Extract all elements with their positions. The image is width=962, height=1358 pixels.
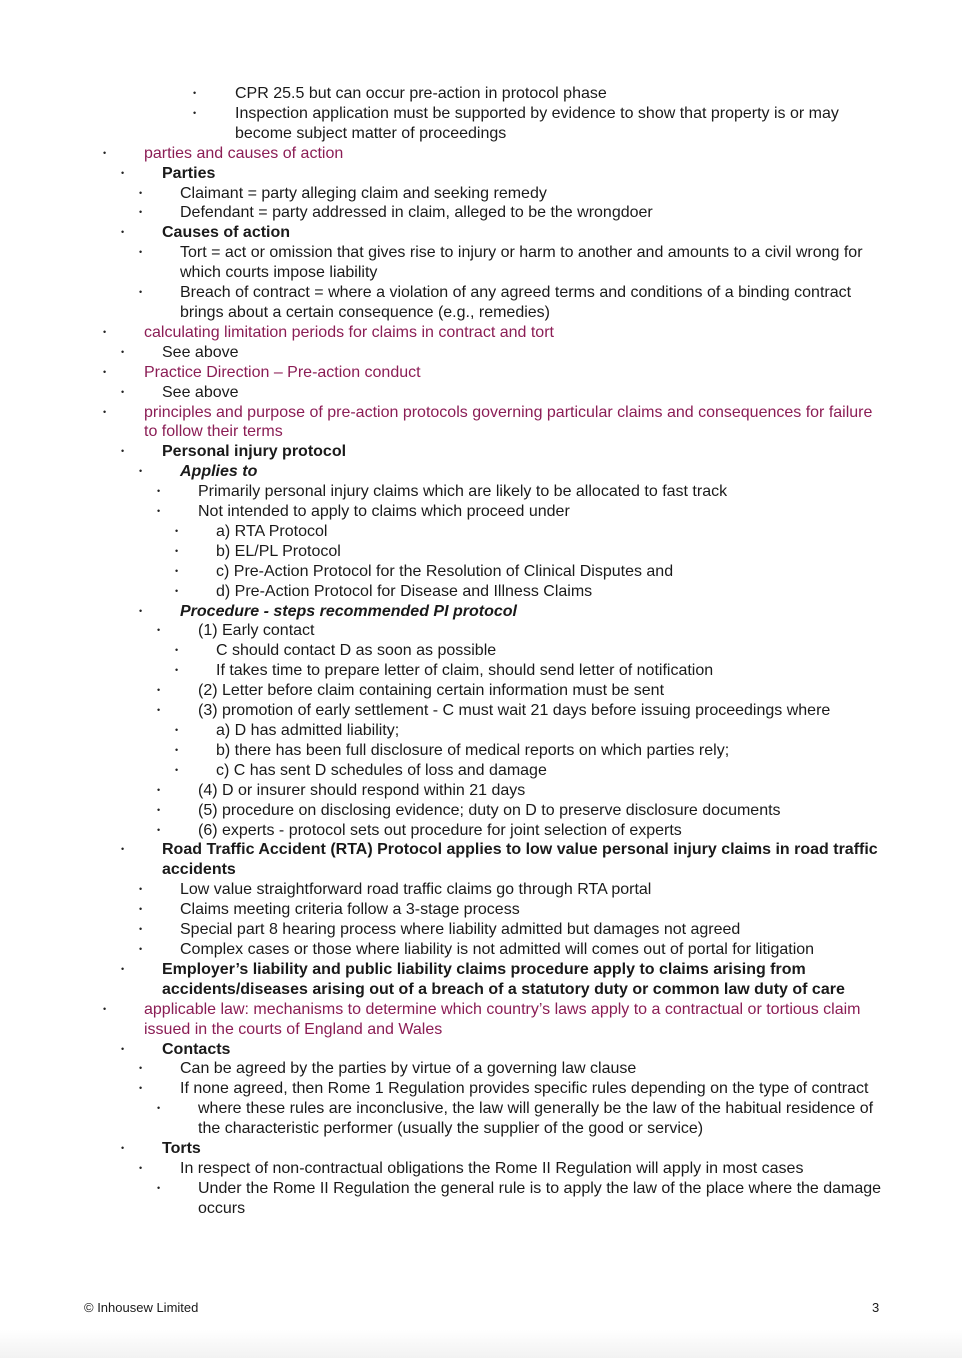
bullet-icon: • [175, 645, 179, 656]
bullet-icon: • [103, 326, 107, 337]
list-item-text: Primarily personal injury claims which are likely to be allocated to fast track [198, 483, 728, 501]
list-item [0, 821, 962, 841]
bullet-icon: • [139, 207, 143, 218]
list-item-text: CPR 25.5 but can occur pre-action in protocol phase [235, 85, 607, 102]
list-item [0, 323, 962, 343]
bullet-icon: • [121, 963, 125, 974]
bullet-icon: • [157, 685, 161, 696]
list-item [0, 582, 962, 602]
bullet-icon: • [175, 545, 179, 556]
section-heading: Road Traffic Accident (RTA) Protocol applies to low value personal injury claims in road traffic accidents [162, 841, 878, 879]
bullet-icon: • [121, 1143, 125, 1154]
bullet-icon: • [139, 187, 143, 198]
bullet-icon: • [121, 346, 125, 357]
list-item [0, 701, 962, 721]
section-heading: Causes of action [162, 224, 291, 242]
bullet-icon: • [157, 824, 161, 835]
list-item [0, 741, 962, 761]
list-item [0, 1079, 962, 1099]
list-item-text: Not intended to apply to claims which proceed under [198, 503, 570, 521]
list-item [0, 363, 962, 383]
list-item [0, 343, 962, 363]
list-item [0, 442, 962, 462]
list-item [0, 761, 962, 781]
list-item [0, 840, 962, 880]
list-item [0, 801, 962, 821]
page-number: 3 [872, 1300, 880, 1315]
bullet-icon: • [175, 725, 179, 735]
list-item-text: Defendant = party addressed in claim, alleged to be the wrongdoer [180, 204, 653, 222]
list-item [0, 522, 962, 542]
list-item-text: Can be agreed by the parties by virtue of a governing law clause [180, 1060, 637, 1078]
topic-heading: calculating limitation periods for claims in contract and tort [144, 323, 554, 341]
bullet-icon: • [121, 844, 125, 855]
list-item-text: (3) promotion of early settlement - C must wait 21 days before issuing proceedings where [198, 702, 831, 720]
bullet-icon: • [157, 784, 161, 795]
list-item-text: Claimant = party alleging claim and seeking remedy [180, 184, 547, 202]
bullet-icon: • [103, 406, 107, 417]
bullet-icon: • [193, 107, 197, 118]
list-item [0, 283, 962, 323]
document-body [0, 84, 962, 1219]
bullet-icon: • [175, 585, 179, 596]
bullet-icon: • [139, 884, 143, 895]
section-heading: Contacts [162, 1040, 231, 1058]
list-item-text: Inspection application must be supported by evidence to show that property is or may become subject matter of proceedings [235, 104, 839, 142]
list-item-text: Under the Rome II Regulation the general rule is to apply the law of the place where the damage occurs [198, 1179, 882, 1217]
list-item-text: (5) procedure on disclosing evidence; duty on D to preserve disclosure documents [198, 801, 781, 819]
list-item [0, 403, 962, 443]
list-item [0, 681, 962, 701]
list-item-text: Tort = act or omission that gives rise to injury or harm to another and amounts to a civil wrong for which courts impose liability [180, 244, 863, 282]
bullet-icon: • [139, 924, 143, 935]
bullet-icon: • [139, 1083, 143, 1094]
bullet-icon: • [175, 744, 179, 755]
bullet-icon: • [157, 804, 161, 815]
list-item-text: b) there has been full disclosure of medical reports on which parties rely; [216, 741, 730, 759]
list-item-text: where these rules are inconclusive, the law will generally be the law of the habitual residence of the characteristic performer (usually the supplier of the good or service) [198, 1100, 874, 1138]
bullet-icon: • [121, 1043, 125, 1054]
list-item-text: c) Pre-Action Protocol for the Resolution of Clinical Disputes and [216, 562, 674, 580]
bullet-icon: • [139, 287, 143, 298]
section-heading: Applies to [180, 463, 258, 481]
list-item [0, 940, 962, 960]
footer-copyright: © Inhousew Limited [84, 1300, 199, 1315]
topic-heading: applicable law: mechanisms to determine which country’s laws apply to a contractual or tortious claim issued in the courts of England and Wales [144, 1000, 861, 1038]
bullet-icon: • [121, 446, 125, 457]
list-item [0, 781, 962, 801]
list-item-text: Complex cases or those where liability is not admitted will comes out of portal for litigation [180, 940, 815, 958]
list-item [0, 1099, 962, 1139]
topic-heading: principles and purpose of pre-action protocols governing particular claims and consequences for failure to follow their terms [144, 403, 873, 441]
list-item-text: C should contact D as soon as possible [216, 642, 497, 660]
list-item [0, 203, 962, 223]
list-item-text: (4) D or insurer should respond within 21 days [198, 781, 526, 799]
list-item-text: If takes time to prepare letter of claim, should send letter of notification [216, 662, 714, 680]
list-item-text: b) EL/PL Protocol [216, 542, 341, 560]
list-item-text: a) D has admitted liability; [216, 722, 400, 739]
bullet-icon: • [175, 764, 179, 775]
bullet-icon: • [121, 167, 125, 178]
list-item [0, 184, 962, 204]
list-item-text: In respect of non-contractual obligations the Rome II Regulation will apply in most cases [180, 1159, 804, 1177]
bullet-icon: • [139, 1063, 143, 1074]
bullet-icon: • [139, 466, 143, 477]
bullet-icon: • [103, 1003, 107, 1014]
section-heading: Procedure - steps recommended PI protocol [180, 602, 517, 620]
topic-heading: parties and causes of action [144, 144, 344, 162]
bullet-icon: • [157, 1103, 161, 1114]
section-heading: Employer’s liability and public liability claims procedure apply to claims arising from accidents/diseases arising out of a breach of a statutory duty or common law duty of care [162, 960, 845, 998]
list-item [0, 900, 962, 920]
bullet-icon: • [103, 366, 107, 377]
list-item [0, 621, 962, 641]
list-item [0, 602, 962, 622]
list-item-text: Low value straightforward road traffic claims go through RTA portal [180, 881, 652, 899]
list-item [0, 164, 962, 184]
list-item [0, 144, 962, 164]
bullet-icon: • [175, 565, 179, 576]
list-item [0, 482, 962, 502]
list-item [0, 462, 962, 482]
list-item-text: See above [162, 383, 239, 401]
list-item [0, 721, 962, 741]
list-item-text: See above [162, 343, 239, 361]
bullet-icon: • [139, 904, 143, 915]
list-item-text: Special part 8 hearing process where liability admitted but damages not agreed [180, 921, 741, 939]
list-item [0, 1139, 962, 1159]
bullet-icon: • [193, 88, 197, 98]
list-item-text: d) Pre-Action Protocol for Disease and Illness Claims [216, 582, 593, 600]
bullet-icon: • [103, 147, 107, 158]
bullet-icon: • [121, 386, 125, 397]
list-item [0, 223, 962, 243]
bullet-icon: • [139, 943, 143, 954]
list-item [0, 502, 962, 522]
bullet-icon: • [157, 486, 161, 497]
bullet-icon: • [139, 1162, 143, 1173]
list-item-text: (1) Early contact [198, 622, 315, 640]
bullet-icon: • [175, 525, 179, 536]
list-item [0, 542, 962, 562]
list-item-text: a) RTA Protocol [216, 522, 328, 540]
list-item [0, 960, 962, 1000]
list-item [0, 661, 962, 681]
list-item [0, 641, 962, 661]
list-item [0, 880, 962, 900]
list-item [0, 1040, 962, 1060]
list-item [0, 1159, 962, 1179]
list-item-text: Claims meeting criteria follow a 3-stage process [180, 901, 520, 919]
list-item [0, 562, 962, 582]
list-item-text: c) C has sent D schedules of loss and damage [216, 761, 547, 779]
list-item-text: If none agreed, then Rome 1 Regulation provides specific rules depending on the type of contract [180, 1080, 869, 1098]
bullet-icon: • [157, 1182, 161, 1193]
section-heading: Personal injury protocol [162, 443, 347, 461]
list-item [0, 243, 962, 283]
list-item [0, 383, 962, 403]
list-item-text: (6) experts - protocol sets out procedure for joint selection of experts [198, 821, 682, 839]
section-heading: Parties [162, 164, 216, 182]
bullet-icon: • [157, 625, 161, 636]
list-item [0, 1179, 962, 1219]
list-item [0, 104, 962, 144]
page-bottom-edge [0, 1330, 962, 1358]
bullet-icon: • [139, 247, 143, 258]
topic-heading: Practice Direction – Pre-action conduct [144, 363, 421, 381]
bullet-icon: • [175, 665, 179, 676]
section-heading: Torts [162, 1140, 201, 1158]
bullet-icon: • [157, 506, 161, 517]
list-item [0, 1059, 962, 1079]
bullet-icon: • [157, 705, 161, 716]
list-item-text: Breach of contract = where a violation of any agreed terms and conditions of a binding contract brings about a certain consequence (e.g., remedies) [180, 284, 852, 321]
list-item [0, 1000, 962, 1040]
list-item [0, 84, 962, 104]
bullet-icon: • [121, 227, 125, 238]
bullet-icon: • [139, 605, 143, 616]
list-item-text: (2) Letter before claim containing certain information must be sent [198, 682, 665, 700]
list-item [0, 920, 962, 940]
